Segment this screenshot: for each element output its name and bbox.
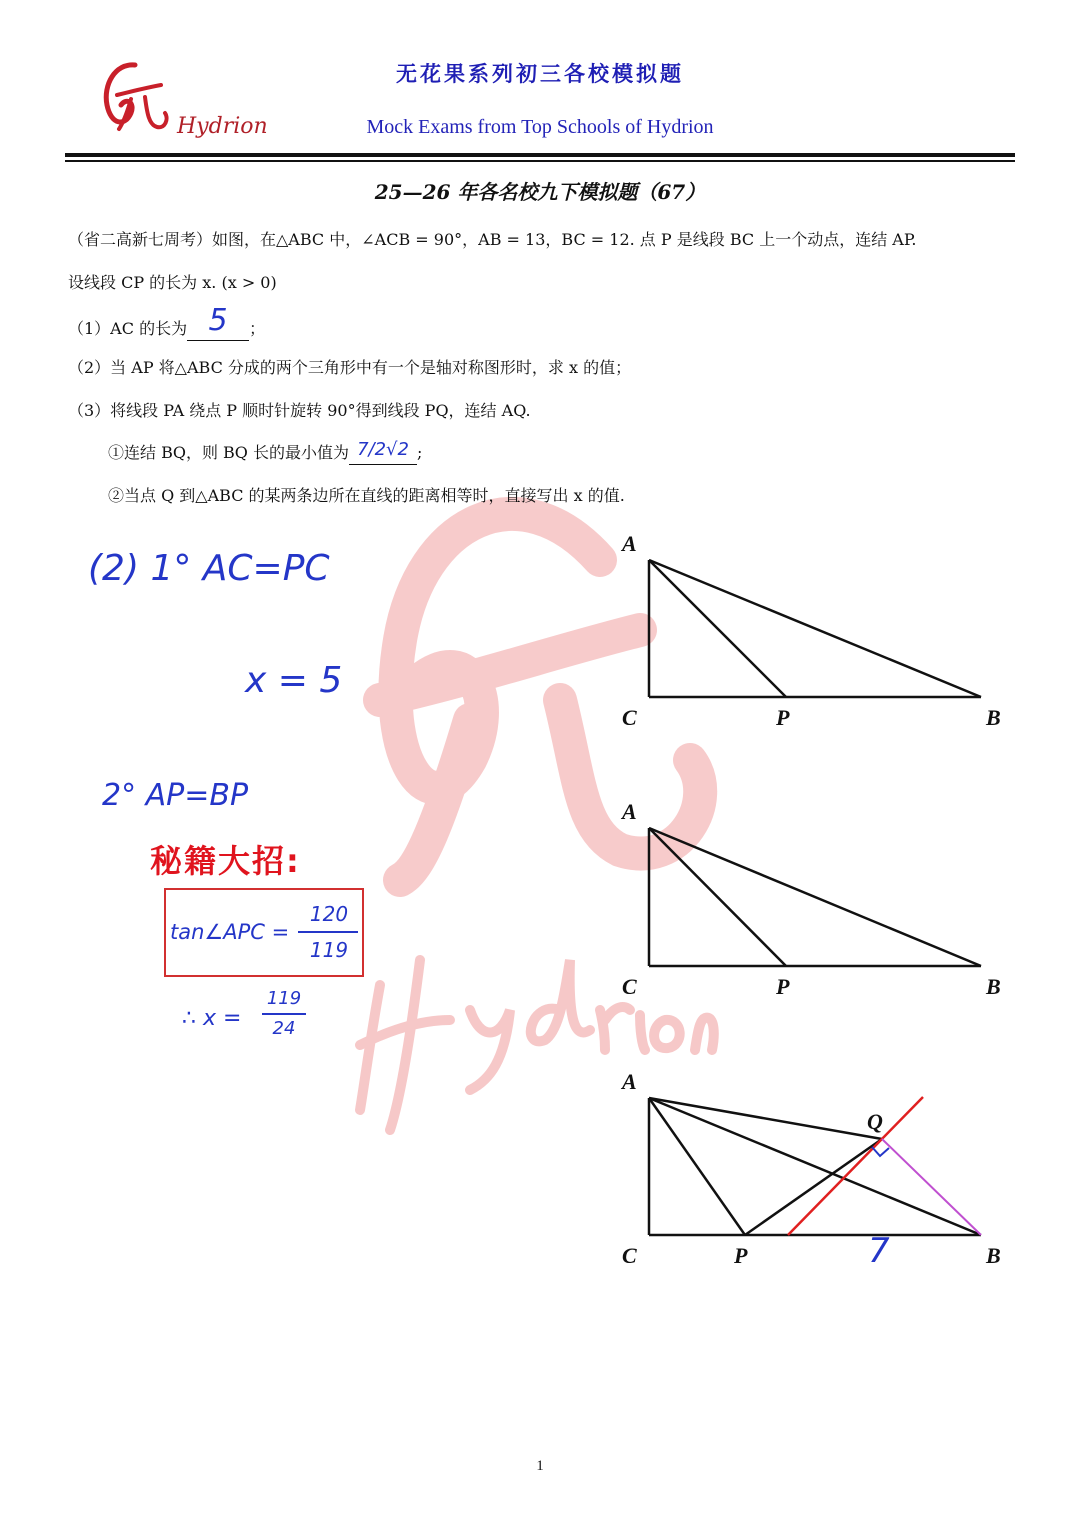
figure-1 <box>610 525 1030 735</box>
question-1-suffix: ； <box>249 319 266 338</box>
question-1-answer: 5 <box>208 303 228 338</box>
svg-text:Hydrion: Hydrion <box>177 114 268 139</box>
solution-case1-result: x = 5 <box>245 660 343 701</box>
header-rule-thick <box>65 153 1015 157</box>
tan-formula-lhs: tan∠APC = <box>170 920 290 944</box>
tan-formula-numerator: 120 <box>309 902 349 926</box>
question-3-1 <box>108 439 423 465</box>
fig3-label-a: A <box>622 1069 637 1094</box>
fig1-label-c: C <box>622 705 637 730</box>
fig3-perpendicular-line <box>788 1097 923 1235</box>
tip-label: 秘籍大招: <box>150 842 301 880</box>
page-title: 25—26 年各名校九下模拟题（67） <box>374 180 706 204</box>
question-3-1-answer: 7/2√2 <box>357 439 409 460</box>
solution-case2-heading: 2° AP=BP <box>102 778 249 813</box>
figure-3 <box>610 1065 1030 1280</box>
fig2-label-p: P <box>776 974 790 999</box>
fig2-label-a: A <box>622 799 637 824</box>
question-3-2: ②当点 Q 到△ABC 的某两条边所在直线的距离相等时，直接写出 x 的值. <box>108 486 625 505</box>
fig2-label-c: C <box>622 974 637 999</box>
series-title-cn: 无花果系列初三各校模拟题 <box>396 61 684 86</box>
fig3-handwritten-note: 7 <box>868 1231 890 1271</box>
question-3-1-prefix: ①连结 BQ，则 BQ 长的最小值为 <box>108 443 350 462</box>
problem-intro-line2: 设线段 CP 的长为 x. (x > 0) <box>68 273 277 292</box>
fig1-label-a: A <box>622 531 637 556</box>
header-rule-thin <box>65 160 1015 162</box>
question-1 <box>68 303 266 341</box>
final-x-fraction-bar <box>262 1013 306 1015</box>
final-x-numerator: 119 <box>266 988 302 1009</box>
tan-fraction-bar <box>298 931 358 933</box>
fig3-label-p: P <box>734 1243 748 1268</box>
fig1-label-b: B <box>986 705 1001 730</box>
fig3-label-b: B <box>986 1243 1001 1268</box>
final-x-lhs: ∴ x = <box>182 1006 242 1031</box>
fig3-right-angle-mark <box>872 1147 889 1156</box>
problem-intro-line1: （省二高新七周考）如图，在△ABC 中，∠ACB = 90°，AB = 13，BC = 12. 点 P 是线段 BC 上一个动点，连结 AP. <box>68 230 917 249</box>
question-3-1-suffix: ; <box>417 443 423 462</box>
final-x-denominator: 24 <box>272 1018 296 1039</box>
page-number: 1 <box>536 1458 544 1474</box>
fig3-bq-segment <box>882 1139 981 1235</box>
fig2-label-b: B <box>986 974 1001 999</box>
figure-2 <box>610 795 1030 1005</box>
tan-formula-denominator: 119 <box>309 938 349 962</box>
question-3: （3）将线段 PA 绕点 P 顺时针旋转 90°得到线段 PQ，连结 AQ. <box>68 401 531 420</box>
question-2: （2）当 AP 将△ABC 分成的两个三角形中有一个是轴对称图形时，求 x 的值； <box>68 358 632 377</box>
solution-case1-heading: (2) 1° AC=PC <box>88 548 330 589</box>
fig3-label-q: Q <box>867 1109 883 1134</box>
question-1-prefix: （1）AC 的长为 <box>68 319 188 338</box>
series-title-en: Mock Exams from Top Schools of Hydrion <box>366 116 714 138</box>
fig3-label-c: C <box>622 1243 637 1268</box>
fig1-label-p: P <box>776 705 790 730</box>
